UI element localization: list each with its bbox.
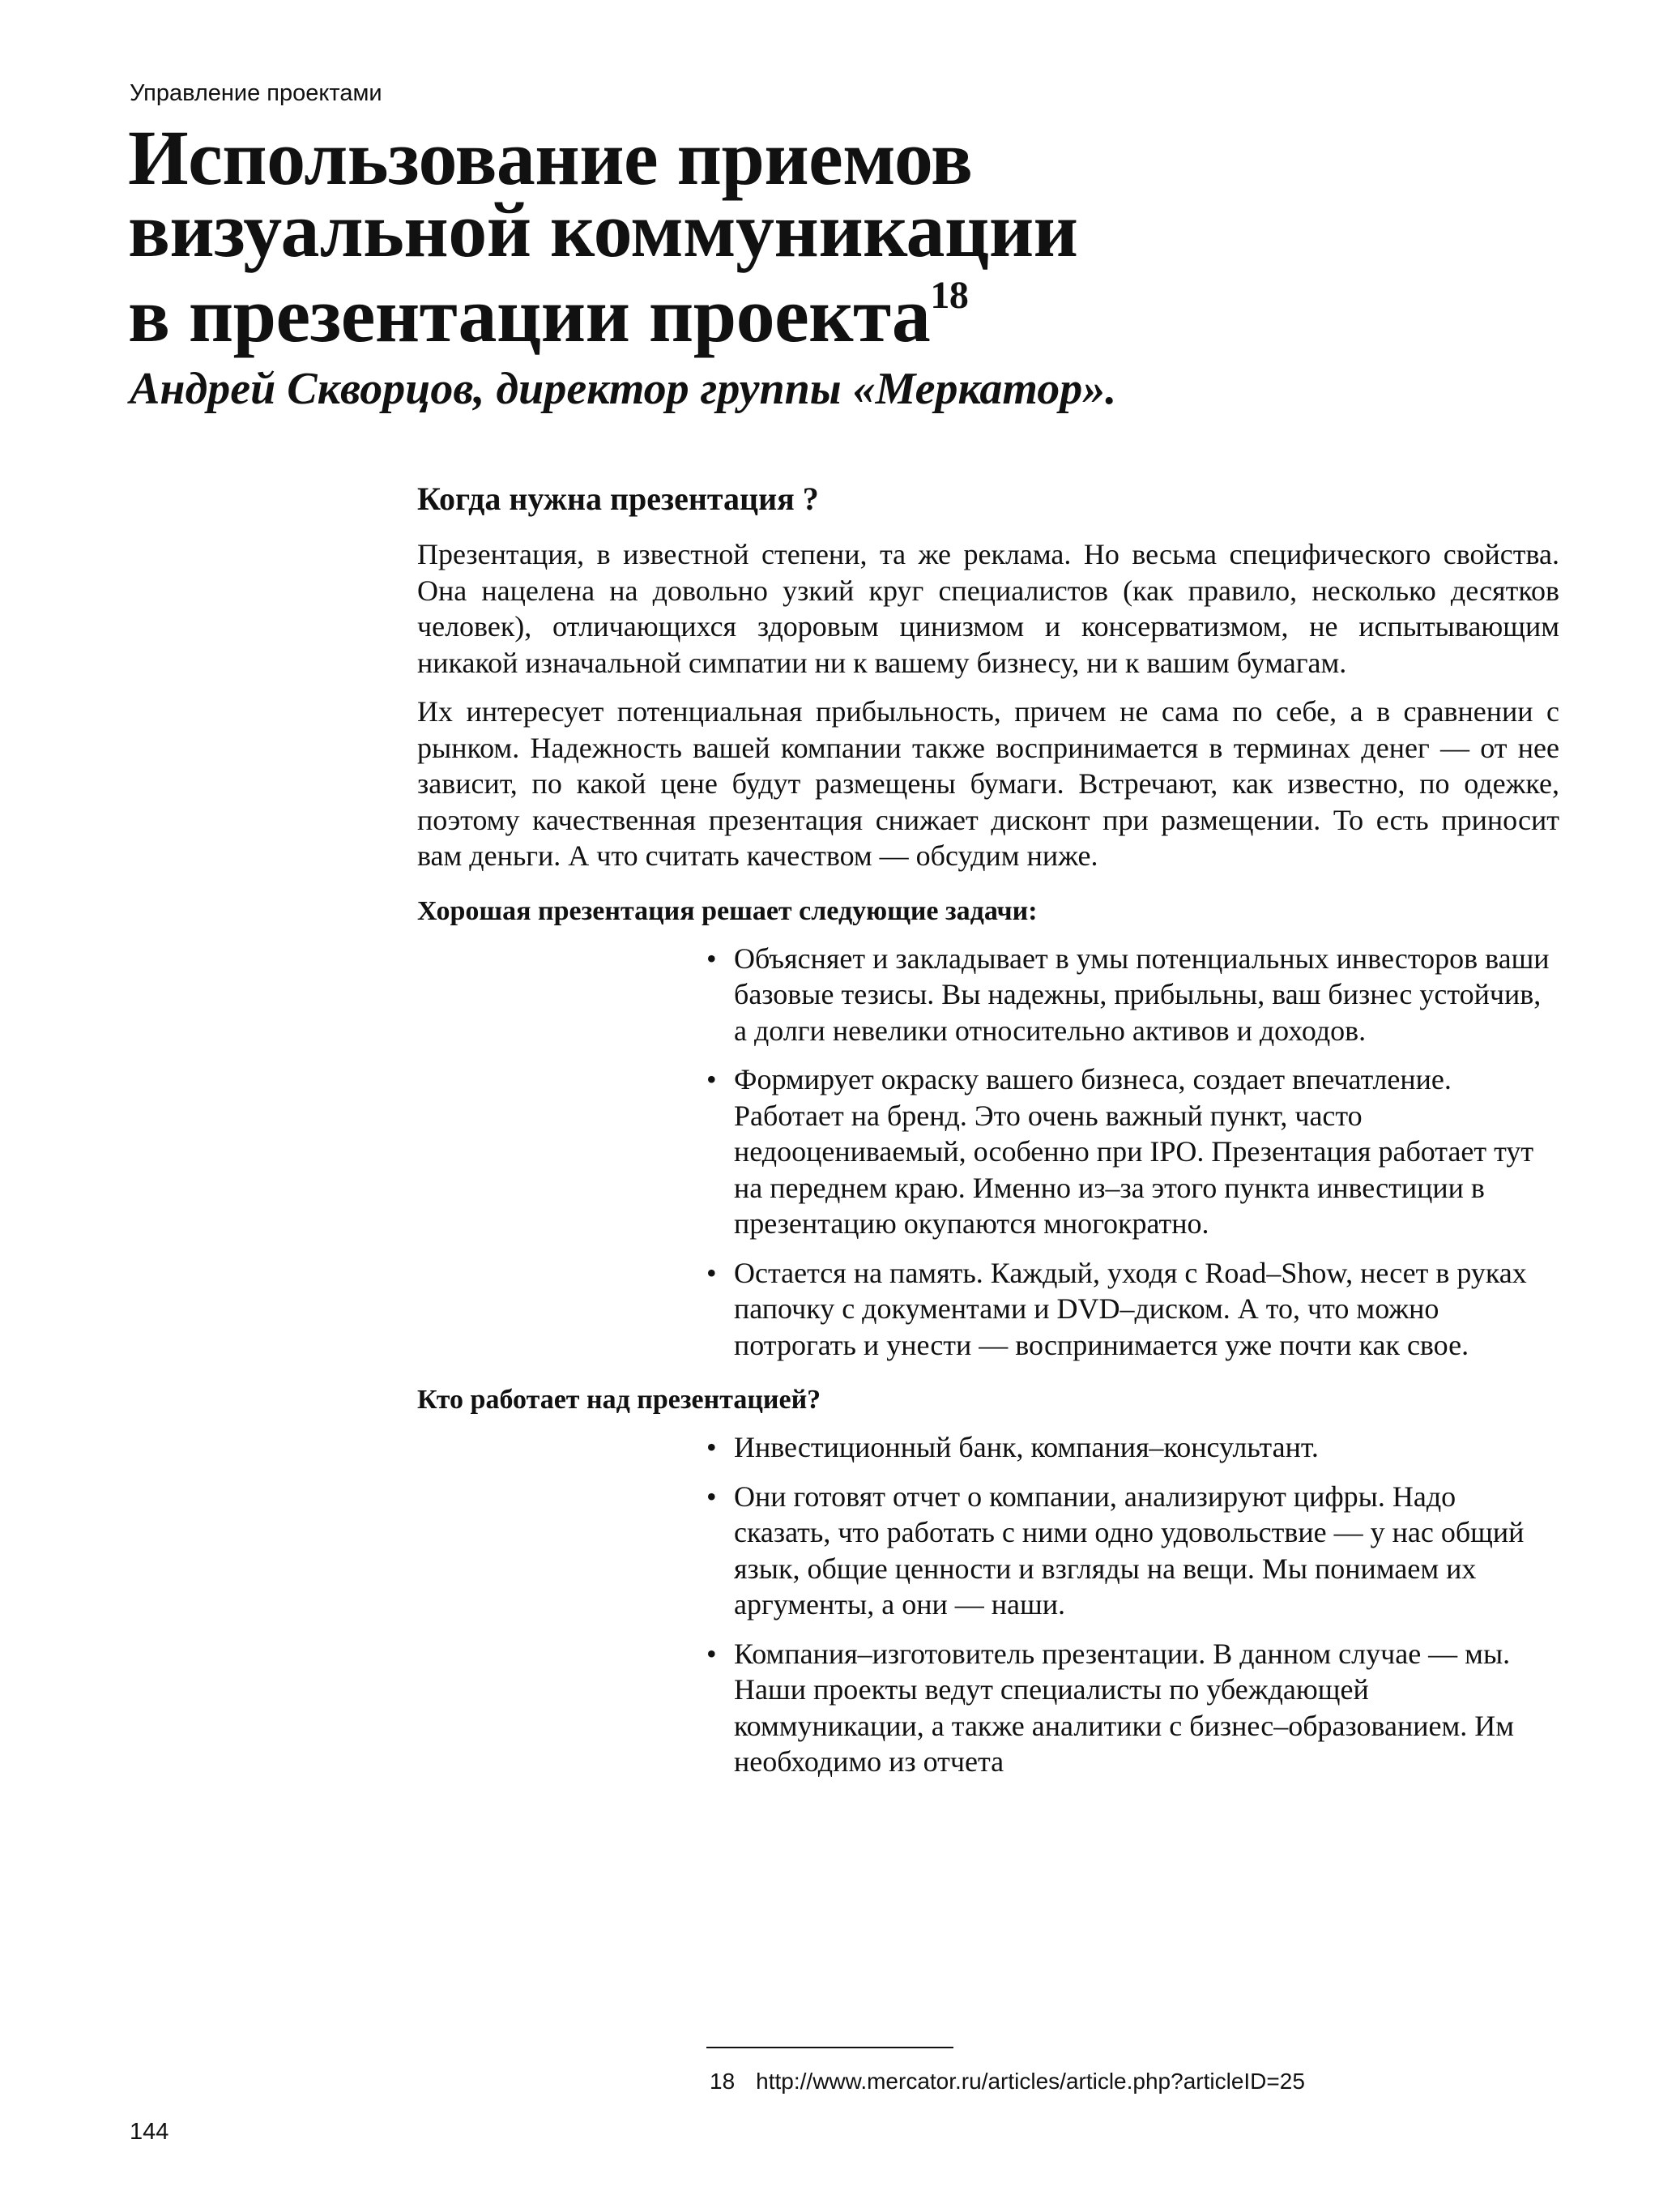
tasks-heading: Хорошая презентация решает следующие задачи:	[417, 895, 1038, 926]
title-line-1: Использование приемов	[128, 114, 973, 201]
running-head: Управление проектами	[130, 80, 382, 106]
workers-list	[417, 1429, 1559, 1780]
footnote-number: 18	[710, 2069, 736, 2094]
workers-heading: Кто работает над презентацией?	[417, 1385, 821, 1416]
paragraph-2: Их интересует потенциальная прибыльность, причем не сама по себе, а в сравнении с рынком. Надежность вашей компании также воспринимается в терминах денег — от нее зависит, по какой цене будут размещены бумаги. Встречают, как известно, по одежке, поэтому качественная презентация снижает дисконт при размещении. То есть приносит вам деньги. А что считать качеством — обсудим ниже.	[417, 695, 1559, 872]
page-number: 144	[130, 2119, 169, 2145]
footnote-divider	[706, 2047, 953, 2048]
list-item: • Инвестиционный банк, компания–консультант.	[705, 1429, 1552, 1466]
footnote	[710, 2068, 1305, 2095]
tasks-list	[417, 941, 1559, 1364]
list-item: • Формирует окраску вашего бизнеса, создает впечатление. Работает на бренд. Это очень важный пункт, часто недооцениваемый, особенно при IPO. Презентация работает тут на переднем краю. Именно из–за этого пункта инвестиции в презентацию окупаются многократно.	[705, 1061, 1552, 1242]
list-item: • Объясняет и закладывает в умы потенциальных инвесторов ваши базовые тезисы. Вы надежны, прибыльны, ваш бизнес устойчив, а долги невелики относительно активов и доходов.	[705, 941, 1552, 1049]
author-byline: Андрей Скворцов, директор группы «Меркатор».	[130, 364, 1117, 414]
title-footnote-ref[interactable]: 18	[930, 274, 969, 317]
article-body	[417, 478, 1559, 1796]
title-line-3: в презентации проекта	[128, 271, 931, 358]
section-heading: Когда нужна презентация ?	[417, 480, 819, 517]
footnote-link[interactable]: http://www.mercator.ru/articles/article.php?articleID=25	[756, 2069, 1305, 2094]
list-item: • Остается на память. Каждый, уходя с Road–Show, несет в руках папочку с документами и DVD–диском. А то, что можно потрогать и унести — воспринимается уже почти как свое.	[705, 1255, 1552, 1364]
list-item: • Они готовят отчет о компании, анализируют цифры. Надо сказать, что работать с ними одно удовольствие — у нас общий язык, общие ценности и взгляды на вещи. Мы понимаем их аргументы, а они — наши.	[705, 1479, 1552, 1623]
paragraph-1: Презентация, в известной степени, та же реклама. Но весьма специфического свойства. Она нацелена на довольно узкий круг специалистов (как правило, несколько десятков человек), отличающихся здоровым цинизмом и консерватизмом, не испытывающим никакой изначальной симпатии ни к вашему бизнесу, ни к вашим бумагам.	[417, 538, 1559, 679]
title-line-2: визуальной коммуникации	[128, 186, 1078, 273]
article-title	[128, 114, 1343, 358]
list-item: • Компания–изготовитель презентации. В данном случае — мы. Наши проекты ведут специалисты по убеждающей коммуникации, а также аналитики с бизнес–образованием. Им необходимо из отчета	[705, 1636, 1552, 1780]
